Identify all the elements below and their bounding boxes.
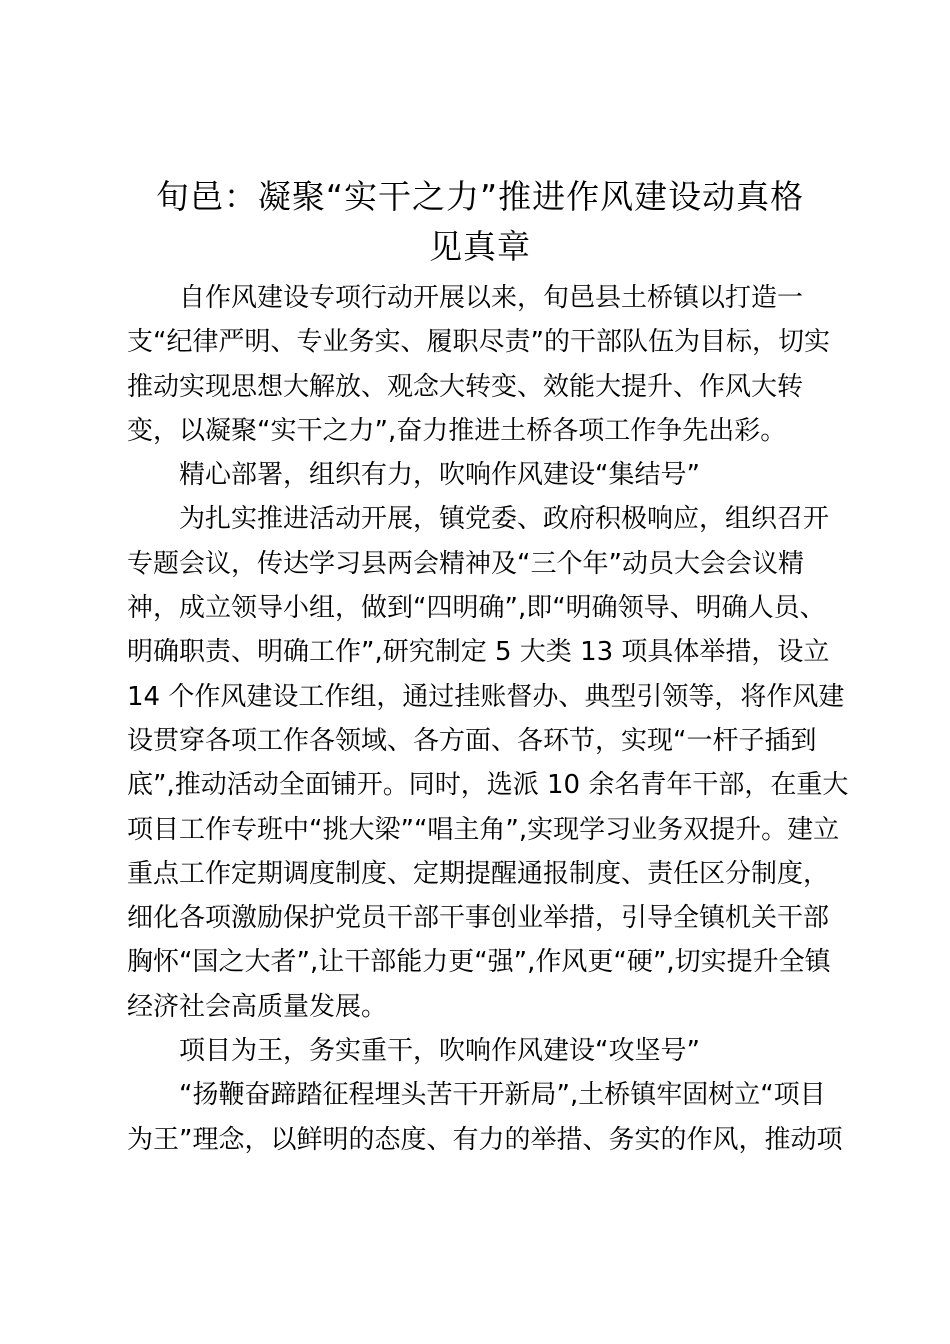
- text-line: 14 个作风建设工作组，通过挂账督办、典型引领等，将作风建: [127, 681, 845, 712]
- section-heading: [127, 1029, 837, 1073]
- section-heading-text: 项目为王，务实重干，吹响作风建设“攻坚号”: [179, 1036, 700, 1067]
- text-line: 推动实现思想大解放、观念大转变、效能大提升、作风大转: [127, 371, 804, 402]
- text-line: 项目工作专班中“挑大梁”“唱主角”,实现学习业务双提升。建立: [127, 814, 840, 845]
- text-line: “扬鞭奋蹄踏征程埋头苦干开新局”,土桥镇牢固树立“项目: [179, 1080, 826, 1111]
- text-line: 支“纪律严明、专业务实、履职尽责”的干部队伍为目标，切实: [127, 327, 830, 358]
- text-line: 为王”理念，以鲜明的态度、有力的举措、务实的作风，推动项: [127, 1124, 843, 1155]
- text-line: 细化各项激励保护党员干部干事创业举措，引导全镇机关干部: [127, 903, 830, 934]
- text-line: 经济社会高质量发展。: [127, 991, 388, 1022]
- document-body: [127, 276, 849, 1162]
- text-line: 胸怀“国之大者”,让干部能力更“强”,作风更“硬”,切实提升全镇: [127, 947, 831, 978]
- document-title: [122, 172, 838, 272]
- text-line: 为扎实推进活动开展，镇党委、政府积极响应，组织召开: [179, 504, 830, 535]
- section-heading-text: 精心部署，组织有力，吹响作风建设“集结号”: [179, 460, 700, 491]
- text-line: 神，成立领导小组，做到“四明确”,即“明确领导、明确人员、: [127, 593, 826, 624]
- text-line: 专题会议，传达学习县两会精神及“三个年”动员大会会议精: [127, 548, 804, 579]
- paragraph: [127, 276, 837, 453]
- paragraph: [127, 1073, 843, 1162]
- text-line: 明确职责、明确工作”,研究制定 5 大类 13 项具体举措，设立: [127, 637, 830, 668]
- text-line: 重点工作定期调度制度、定期提醒通报制度、责任区分制度，: [127, 858, 830, 889]
- text-line: 底”,推动活动全面铺开。同时，选派 10 余名青年干部，在重大: [127, 770, 849, 801]
- title-line: 旬邑：凝聚“实干之力”推进作风建设动真格: [155, 177, 805, 216]
- section-heading: [127, 453, 837, 497]
- paragraph: [127, 497, 849, 1029]
- text-line: 设贯穿各项工作各领域、各方面、各环节，实现“一杆子插到: [127, 725, 817, 756]
- title-line: 见真章: [429, 227, 531, 266]
- text-line: 自作风建设专项行动开展以来，旬邑县土桥镇以打造一: [179, 283, 804, 313]
- text-line: 变，以凝聚“实干之力”,奋力推进土桥各项工作争先出彩。: [127, 415, 787, 446]
